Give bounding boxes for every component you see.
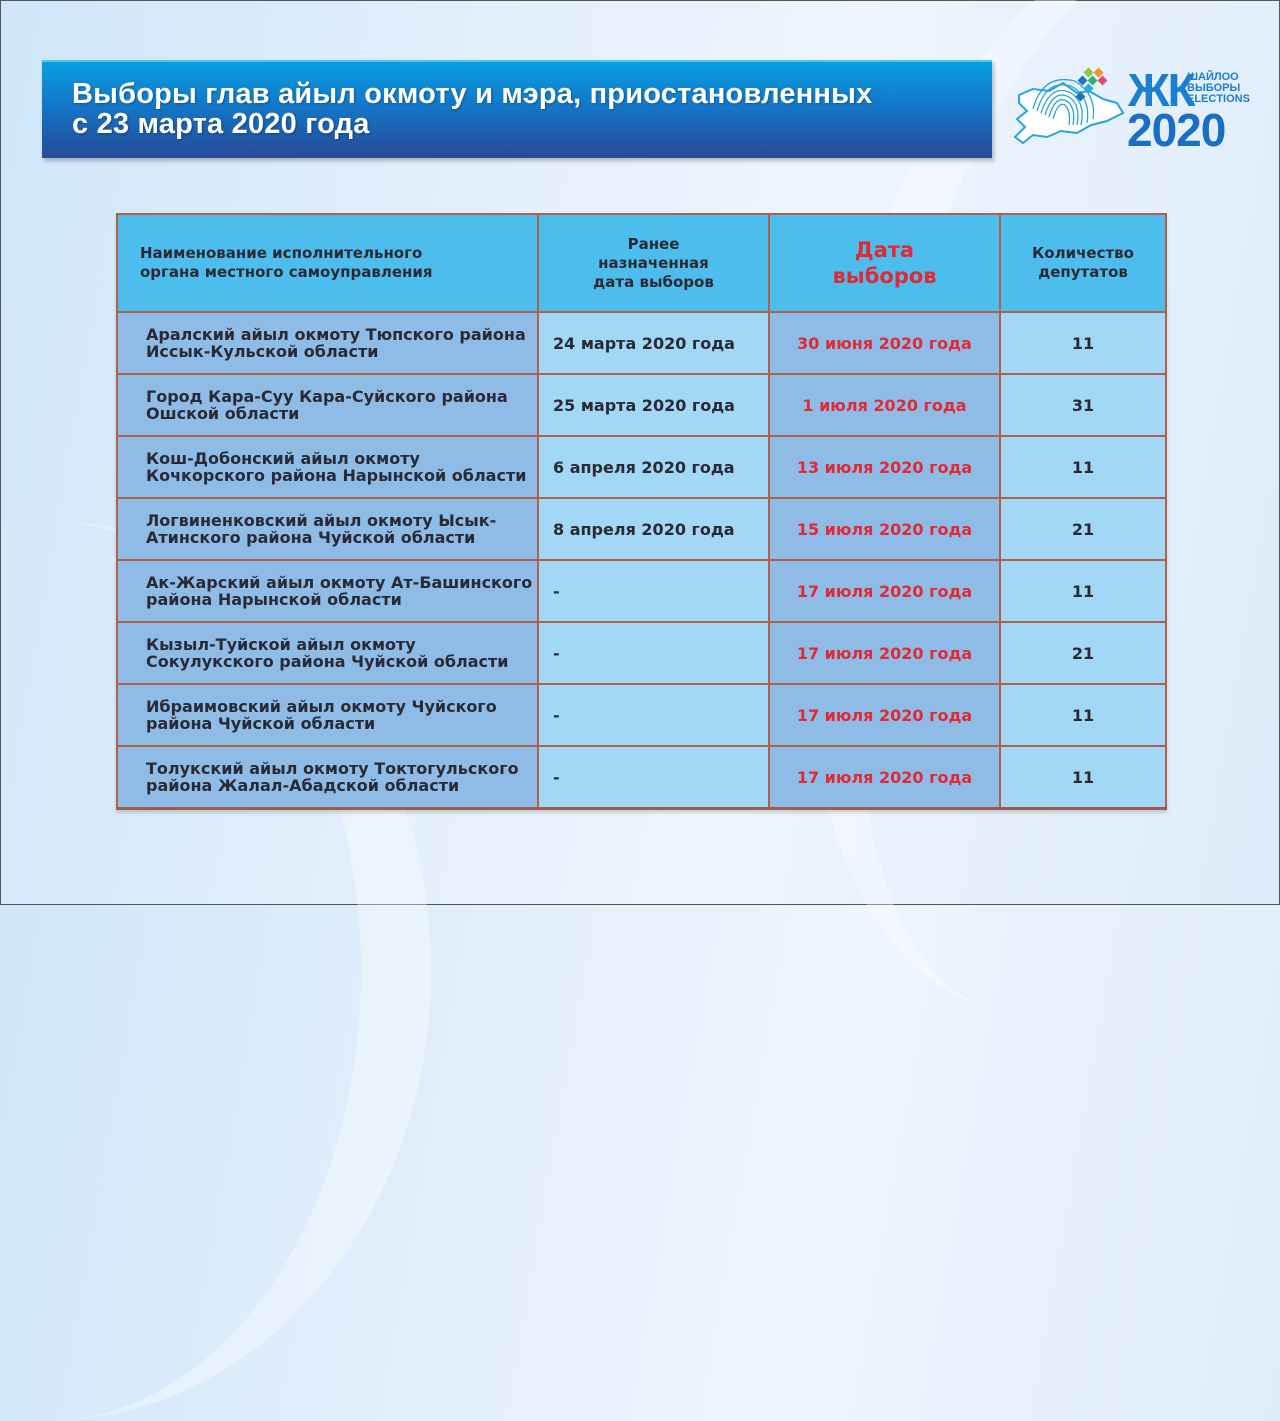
cell-name: Город Кара-Суу Кара-Суйского района Ошской области: [117, 374, 538, 436]
column-header-previous-date: Ранее назначенная дата выборов: [538, 214, 769, 312]
cell-election-date: 15 июля 2020 года: [769, 498, 1000, 560]
cell-deputies: 21: [1000, 498, 1166, 560]
table-row: [117, 312, 1166, 374]
page-title-line-2: с 23 марта 2020 года: [72, 108, 370, 140]
elections-table: [116, 213, 1167, 810]
cell-election-date: 1 июля 2020 года: [769, 374, 1000, 436]
logo-word: ELECTIONS: [1187, 93, 1250, 105]
cell-previous-date: 6 апреля 2020 года: [538, 436, 769, 498]
cell-previous-date: 25 марта 2020 года: [538, 374, 769, 436]
cell-previous-date: -: [538, 622, 769, 684]
elections-logo: [1011, 63, 1261, 158]
cell-deputies: 31: [1000, 374, 1166, 436]
cell-deputies: 11: [1000, 436, 1166, 498]
table-row: [117, 374, 1166, 436]
logo-word: ВЫБОРЫ: [1187, 82, 1241, 94]
column-header-election-date: Дата выборов: [769, 214, 1000, 312]
table-row: [117, 436, 1166, 498]
cell-election-date: 30 июня 2020 года: [769, 312, 1000, 374]
cell-name: Кош-Добонский айыл окмоту Кочкорского района Нарынской области: [117, 436, 538, 498]
cell-deputies: 11: [1000, 560, 1166, 622]
cell-name: Ак-Жарский айыл окмоту Ат-Башинского района Нарынской области: [117, 560, 538, 622]
column-header-name: Наименование исполнительного органа местного самоуправления: [117, 214, 538, 312]
cell-election-date: 13 июля 2020 года: [769, 436, 1000, 498]
cell-name: Толукский айыл окмоту Токтогульского района Жалал-Абадской области: [117, 746, 538, 809]
title-banner: [42, 60, 992, 158]
cell-previous-date: 24 марта 2020 года: [538, 312, 769, 374]
cell-name: Логвиненковский айыл окмоту Ысык-Атинского района Чуйской области: [117, 498, 538, 560]
cell-name: Аралский айыл окмоту Тюпского района Иссык-Кульской области: [117, 312, 538, 374]
cell-election-date: 17 июля 2020 года: [769, 622, 1000, 684]
cell-previous-date: -: [538, 560, 769, 622]
logo-year: 2020: [1127, 104, 1226, 156]
page-title-line-1: Выборы глав айыл окмоту и мэра, приостановленных: [72, 78, 873, 110]
cell-name: Ибраимовский айыл окмоту Чуйского района Чуйской области: [117, 684, 538, 746]
logo-word: ШАЙЛОО: [1187, 71, 1239, 83]
column-header-deputies: Количество депутатов: [1000, 214, 1166, 312]
table-header-row: [117, 214, 1166, 312]
cell-deputies: 11: [1000, 746, 1166, 809]
cell-previous-date: 8 апреля 2020 года: [538, 498, 769, 560]
logo-words: [1187, 72, 1250, 105]
cell-previous-date: -: [538, 746, 769, 809]
table-row: [117, 684, 1166, 746]
cell-deputies: 21: [1000, 622, 1166, 684]
cell-deputies: 11: [1000, 312, 1166, 374]
cell-name: Кызыл-Туйской айыл окмоту Сокулукского района Чуйской области: [117, 622, 538, 684]
logo-letters: ЖК: [1128, 64, 1194, 116]
cell-deputies: 11: [1000, 684, 1166, 746]
table-row: [117, 746, 1166, 809]
cell-election-date: 17 июля 2020 года: [769, 560, 1000, 622]
cell-election-date: 17 июля 2020 года: [769, 746, 1000, 809]
cell-election-date: 17 июля 2020 года: [769, 684, 1000, 746]
kyrgyzstan-map-fingerprint-icon: [1011, 63, 1126, 158]
table-row: [117, 498, 1166, 560]
cell-previous-date: -: [538, 684, 769, 746]
table-row: [117, 622, 1166, 684]
table-row: [117, 560, 1166, 622]
